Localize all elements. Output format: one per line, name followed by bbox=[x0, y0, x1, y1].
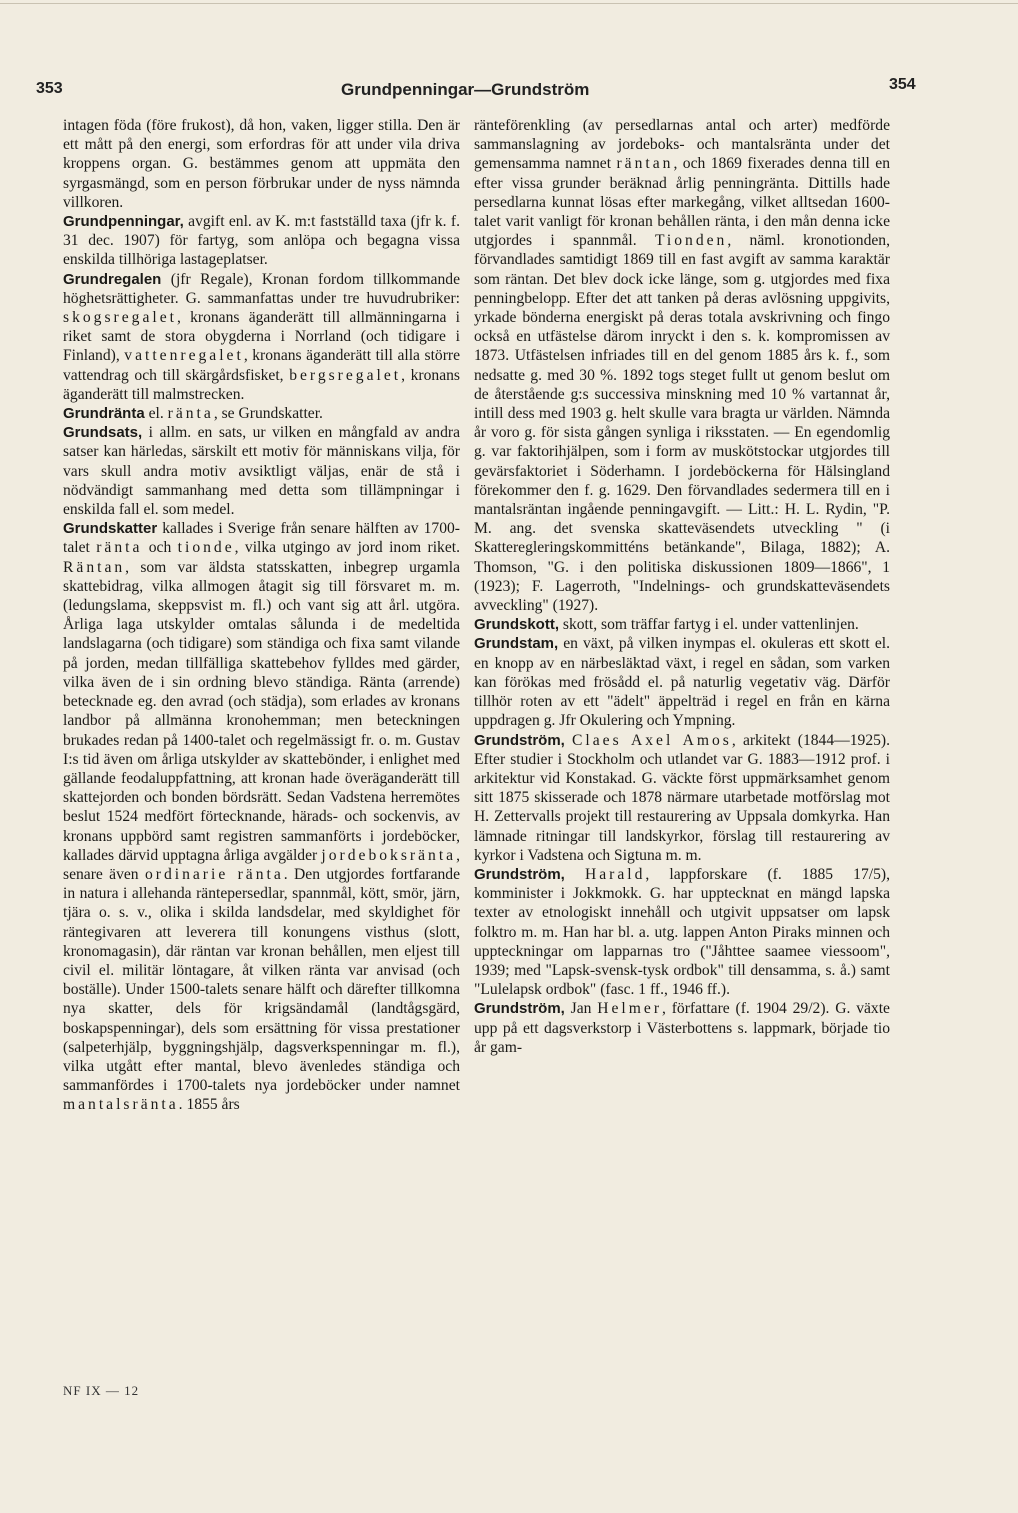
signature-mark: NF IX — 12 bbox=[63, 1383, 140, 1398]
entry-grundstrom-claes: Grundström, Claes Axel Amos, arkitekt (1844—1925). Efter studier i Stockholm och utlandet var G. 1883—1912 prof. i arkitektur vid Konstakad. G. väckte först uppmärksamhet genom sitt 1875 skisserade och 1878 närmare utarbetade motförslag mot H. Zettervalls projekt till restaurering av Uppsala domkyrka. Han lämnade ritningar till landskyrkor, förslag till restaurering av kyrkor i Vadstena och Sigtuna m. m. bbox=[474, 731, 890, 864]
entry-grundpenningar: Grundpenningar, avgift enl. av K. m:t fastställd taxa (jfr k. f. 31 dec. 1907) för fartyg, som anlöpa och begagna vissa enskilda tillhöriga lastageplatser. bbox=[63, 213, 460, 269]
page-number-right: 354 bbox=[889, 76, 916, 93]
headword: Grundregalen bbox=[63, 270, 162, 288]
top-rule bbox=[0, 3, 1018, 4]
entry-grundstrom-harald: Grundström, Harald, lappforskare (f. 1885 17/5), komminister i Jokkmokk. G. har upptecknat en mängd lapska texter av etnologiskt innehåll och utgivit uppsatser om lapsk folktro m. m. Han har bl. a. utg. lappen Anton Piraks minnen och uppteckningar om lapparnas tro ("Jåhttee saamee viessoom", 1939; med "Lapsk-svensk-tysk ordbok" till densamma, s. å.) samt "Lulelapsk ordbok" (fasc. 1 ff., 1946 ff.). bbox=[474, 865, 890, 999]
entry-grundsats: Grundsats, i allm. en sats, ur vilken en mångfald av andra satser kan härledas, särskilt ett motiv för människans vilja, för vars skull andra motiv avsiktligt väljas, enär de stå i nödvändigt sammanhang med detta som tillämpningar i enskilda fall el. som medel. bbox=[63, 424, 460, 519]
entry-grundskatter-cont: ränteförenkling (av persedlarnas antal och arter) medförde sammanslagning av jordeboks- och mantalsränta under det gemensamma namnet räntan, och 1869 fixerades denna till en efter vissa grunder beräknad årlig penningränta. Dittills hade persedlarna kunnat lösas efter markegång, vilket alltsedan 1600-talet varit vanligt för kronan behållen ränta, i den mån denna icke utgjordes i spannmål. Tionden, näml. kronotionden, förvandlades samtidigt 1869 till en fast avgift av samma karaktär som räntan. Det blev dock icke länge, som g. utgjordes med fixa penningbelopp. Efter det att tanken på deras avlösning uppgivits, yrkade bönderna energiskt på deras totala avskrivning och fingo också en utfästelse därom inryckt i den s. k. kompromissen av 1873. Utfästelsen infriades till en del genom 1885 års k. f., som nedsatte g. med 30 %. 1892 togs steget fullt ut genom beslut om de återstående g:s successiva minskning med 10 % vartannat år, intill dess med 1903 g. helt skulle vara bragta ur världen. Nämnda år voro g. för sista gången synliga i riksstaten. — En egendomlig g. var faktorihjälpen, som i form av muskötstockar utgjordes till gevärsfaktoriet i Söderhamn. I jordeböckerna för Hälsingland förekommer den f. g. 1629. Den förvandlades sedermera till en i mantalsräntan ingående penningavgift. — Litt.: H. L. Rydin, "P. M. ang. det svenska skatteväsendets utveckling " (i Skatteregleringskommitténs betänkande", Bilaga, 1882); A. Thomson, "G. i den politiska diskussionen 1809—1866", 1 (1923); F. Lagerroth, "Indelnings- och grundskatteväsendets avveckling" (1927). bbox=[474, 117, 890, 615]
headword: Grundström, bbox=[474, 1000, 565, 1018]
headword: Grundränta bbox=[63, 405, 145, 423]
headword: Grundskatter bbox=[63, 520, 158, 538]
entry-grundskott: Grundskott, skott, som träffar fartyg i el. under vattenlinjen. bbox=[474, 616, 859, 634]
running-header bbox=[36, 76, 936, 104]
entry-grundranta: Grundränta el. ränta, se Grundskatter. bbox=[63, 405, 323, 423]
headword: Grundskott, bbox=[474, 616, 559, 634]
left-column bbox=[63, 116, 460, 1115]
right-column bbox=[474, 116, 890, 1057]
headword: Grundstam, bbox=[474, 635, 559, 653]
entry-grundregalen: Grundregalen (jfr Regale), Kronan fordom tillkommande höghetsrättigheter. G. sammanfattas under tre huvudrubriker: skogsregalet, kronans äganderätt till allmänningarna i riket samt de stora obygderna i Norrland (och tidigare i Finland), vattenregalet, kronans äganderätt till alla större vattendrag och till skärgårdsfisket, bergsregalet, kronans äganderätt till malmstrecken. bbox=[63, 270, 461, 403]
headword: Grundström, bbox=[474, 865, 565, 883]
entry-grundskatter: Grundskatter kallades i Sverige från senare hälften av 1700-talet ränta och tionde, vilka utgingo av jord inom riket. Räntan, som var äldsta statsskatten, inbegrep urgamla skattebidrag, vilka allmogen åtagit sig till försvaret m. m. (ledungslama, skeppsvist m. fl.) och vant sig att årl. utgöra. Årliga laga utskylder omtalas sålunda i de medeltida landslagarna (och tidigare) som ständiga och fixa samt vilande på jorden, medan tillfälliga skattebehov fylldes med gärder, vilka även de i sin ordning blevo ständiga. Ränta (arrende) betecknade eg. den avrad (och städja), som erlades av kronans landbor på allmänna kronohemman; men beteckningen brukades redan på 1400-talet och regelmässigt fr. o. m. Gustav I:s tid även om årliga utskylder av skattebönder, i enlighet med gällande feodaluppfattning, att kronan hade överäganderätt till skattejorden och bonden bördsrätt. Sedan Vadstena herremötes beslut 1524 medfört förtecknande, härads- och sockenvis, av kronans uppbörd samt registren sammanförts i jordeböcker, kallades därvid upptagna årliga avgälder jordeboksränta, senare även ordinarie ränta. Den utgjordes fortfarande in natura i allehanda räntepersedlar, spannmål, kött, smör, järn, tjära o. s. v., olika i skilda landsdelar, med skyldighet för räntegivaren att leverera till konungens visthus (slott, kronomagasin), där räntan var kronan behållen, men eljest till civil el. militär löntagare, åt vilken ränta var anvisad (och boställe). Under 1500-talets senare hälft och därefter tillkomna nya skatter, dels för krigsändamål (landtågsgärd, boskapspenningar), dels som ersättning för vissa prestationer (salpeterhjälp, byggningshjälp, dagsverkspenningar m. fl.), vilka utgått efter mantal, blevo ävenledes ständiga och sammanfördes i 1700-talets nya jordeböcker under namnet mantalsränta. 1855 års bbox=[63, 520, 460, 1114]
entry-grundstrom-jan: Grundström, Jan Helmer, författare (f. 1904 29/2). G. växte upp på ett dagsverkstorp i Västerbottens s. lappmark, började tio år gam- bbox=[474, 1000, 890, 1056]
running-title: Grundpenningar—Grundström bbox=[341, 80, 590, 99]
headword: Grundpenningar, bbox=[63, 213, 184, 231]
headword: Grundsats, bbox=[63, 424, 143, 442]
page-number-left: 353 bbox=[36, 80, 63, 97]
headword: Grundström, bbox=[474, 731, 565, 749]
entry-grundomsattning-cont: intagen föda (före frukost), då hon, vaken, ligger stilla. Den är ett mått på den energi, som erfordras för att under vila driva kroppens organ. G. bestämmes genom att uppmäta den syrgasmängd, som en person förbrukar under de nyss nämnda villkoren. bbox=[63, 117, 460, 211]
entry-grundstam: Grundstam, en växt, på vilken inympas el. okuleras ett skott el. en knopp av en närbesläktad växt, i regel en sådan, som varken kan förökas med frösådd el. på naturlig vegetativ väg. Därför tillhör roten av ett "ädelt" äppelträd i regel en från en kärna uppdragen g. Jfr Okulering och Ympning. bbox=[474, 635, 890, 730]
